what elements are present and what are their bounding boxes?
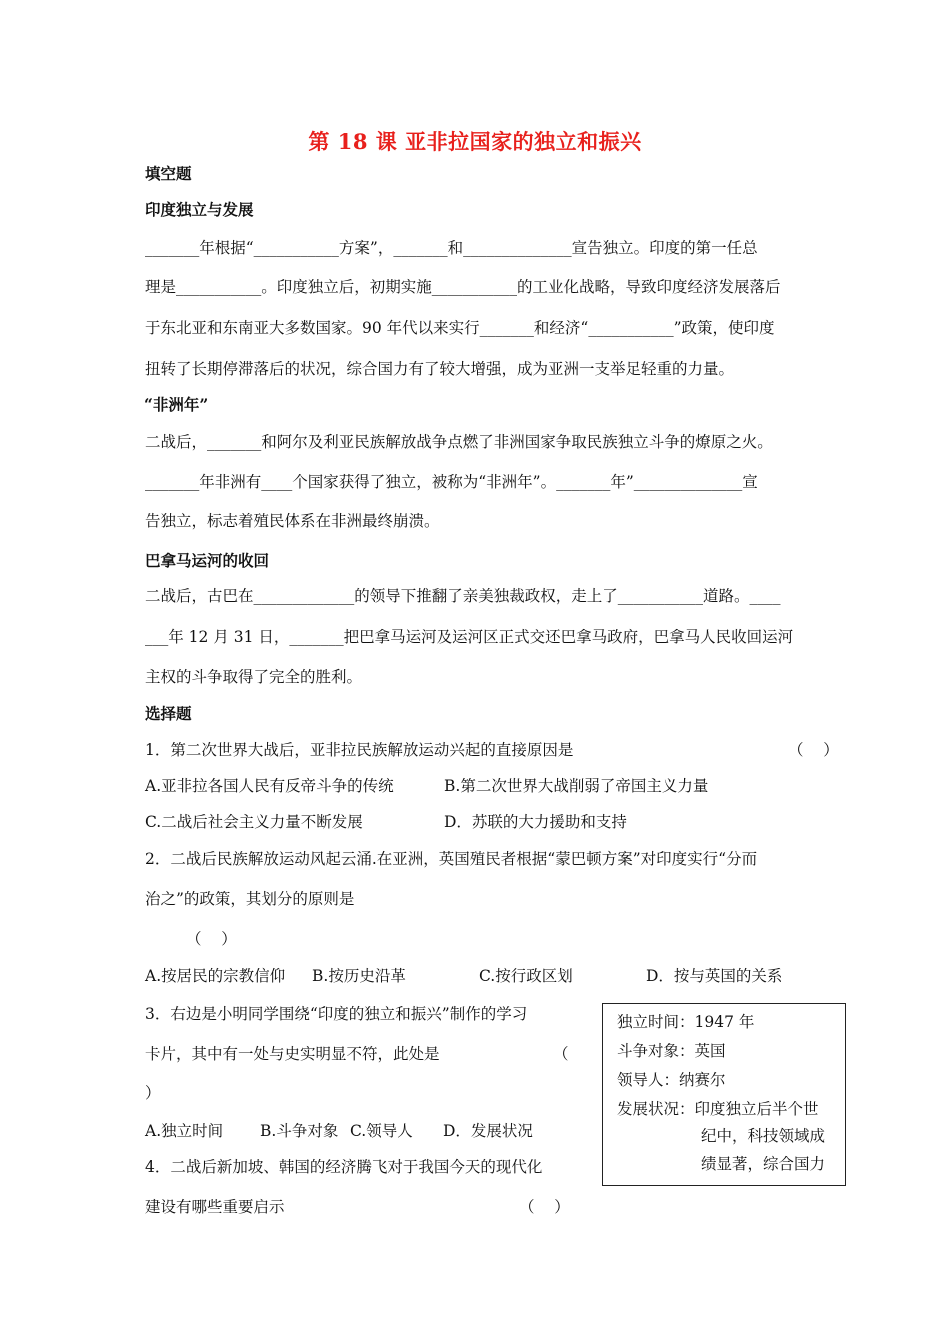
q2-option-b: B.按历史沿革 (312, 967, 406, 985)
q4-answer-paren: （ ） (519, 1198, 570, 1216)
panama-line-1: 二战后，古巴在_____________的领导下推翻了亲美独裁政权，走上了___________道路。____ (145, 587, 781, 605)
india-line-1: _______年根据“___________方案”，_______和______________宣告独立。印度的第一任总 (145, 239, 758, 257)
africa-heading: “非洲年” (144, 395, 209, 414)
q1-option-c: C.二战后社会主义力量不断发展 (145, 813, 363, 831)
q3-line-2: 卡片，其中有一处与史实明显不符，此处是 (145, 1045, 440, 1063)
q3-paren-close: ） (145, 1084, 161, 1102)
panama-heading: 巴拿马运河的收回 (145, 551, 270, 570)
card-target: 斗争对象：英国 (617, 1042, 726, 1060)
india-heading: 印度独立与发展 (145, 200, 254, 219)
africa-line-3: 告独立，标志着殖民体系在非洲最终崩溃。 (145, 512, 440, 530)
india-line-3: 于东北亚和东南亚大多数国家。90 年代以来实行_______和经济“___________”政策，使印度 (145, 319, 775, 337)
india-line-4: 扭转了长期停滞落后的状况，综合国力有了较大增强，成为亚洲一支举足轻重的力量。 (145, 360, 735, 378)
card-time: 独立时间：1947 年 (617, 1013, 755, 1031)
q3-option-c: C.领导人 (350, 1122, 413, 1140)
q1-option-b: B.第二次世界大战削弱了帝国主义力量 (444, 777, 709, 795)
panama-line-2: ___年 12 月 31 日，_______把巴拿马运河及运河区正式交还巴拿马政府，巴拿马人民收回运河 (145, 628, 794, 646)
card-status-2: 纪中，科技领域成 (701, 1127, 826, 1145)
q2-option-a: A.按居民的宗教信仰 (145, 967, 286, 985)
india-line-2: 理是___________。印度独立后，初期实施___________的工业化战略，导致印度经济发展落后 (145, 278, 781, 296)
card-status-3: 绩显著，综合国力 (701, 1155, 826, 1173)
q3-option-d: D．发展状况 (443, 1122, 533, 1140)
q1-option-a: A.亚非拉各国人民有反帝斗争的传统 (145, 777, 394, 795)
choice-section-heading: 选择题 (145, 704, 192, 723)
q3-line-1: 3．右边是小明同学围绕“印度的独立和振兴”制作的学习 (145, 1005, 528, 1023)
panama-line-3: 主权的斗争取得了完全的胜利。 (145, 668, 363, 686)
page-title: 第 18 课 亚非拉国家的独立和振兴 (308, 129, 642, 154)
q3-option-b: B.斗争对象 (260, 1122, 339, 1140)
card-leader: 领导人：纳赛尔 (617, 1071, 726, 1089)
q2-line-2: 治之”的政策，其划分的原则是 (145, 890, 355, 908)
africa-line-1: 二战后，_______和阿尔及利亚民族解放战争点燃了非洲国家争取民族独立斗争的燎原之火。 (145, 433, 773, 451)
q3-option-a: A.独立时间 (145, 1122, 224, 1140)
q1-stem: 1．第二次世界大战后，亚非拉民族解放运动兴起的直接原因是 (145, 741, 574, 759)
study-card (602, 1003, 846, 1186)
q4-line-1: 4．二战后新加坡、韩国的经济腾飞对于我国今天的现代化 (145, 1158, 543, 1176)
q2-line-1: 2．二战后民族解放运动风起云涌.在亚洲，英国殖民者根据“蒙巴顿方案”对印度实行“分而 (145, 850, 758, 868)
q2-option-d: D．按与英国的关系 (646, 967, 783, 985)
q3-paren-open: （ (553, 1045, 569, 1063)
q1-answer-paren: （ ） (788, 741, 839, 759)
fill-section-heading: 填空题 (145, 164, 192, 183)
africa-line-2: _______年非洲有____个国家获得了独立，被称为“非洲年”。_______年”______________宣 (145, 473, 758, 491)
q1-option-d: D．苏联的大力援助和支持 (444, 813, 627, 831)
q2-answer-paren: （ ） (186, 930, 237, 948)
q4-line-2: 建设有哪些重要启示 (145, 1198, 285, 1216)
card-status-1: 发展状况：印度独立后半个世 (617, 1100, 819, 1118)
q2-option-c: C.按行政区划 (479, 967, 573, 985)
